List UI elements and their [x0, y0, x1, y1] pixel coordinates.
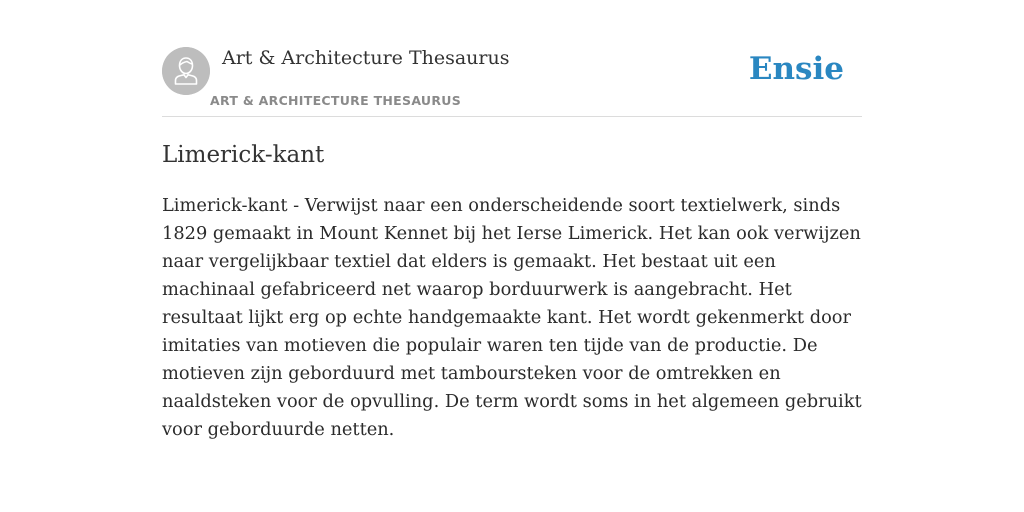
article-body: Limerick-kant - Verwijst naar een onderscheidende soort textielwerk, sinds 1829 gemaakt in Mount Kennet bij het Ierse Limerick. Het kan ook verwijzen naar vergelijkbaar textiel dat elders is gemaakt. Het bestaat uit een machinaal gefabriceerd net waarop borduurwerk is aangebracht. Het resultaat lijkt erg op echte handgemaakte kant. Het wordt gekenmerkt door imitaties van motieven die populair waren ten tijde van de productie. De motieven zijn geborduurd met tamboursteken voor de omtrekken en naaldsteken voor de opvulling. De term wordt soms in het algemeen gebruikt voor geborduurde netten. [162, 195, 862, 440]
page-container [162, 0, 862, 440]
user-icon[interactable] [162, 47, 210, 95]
brand-logo-link[interactable]: Ensie [748, 51, 844, 87]
source-header [162, 0, 862, 117]
source-title-link[interactable]: Art & Architecture Thesaurus [222, 47, 510, 69]
article-title: Limerick-kant [162, 142, 325, 168]
source-subtitle: ART & ARCHITECTURE THESAURUS [210, 93, 462, 108]
